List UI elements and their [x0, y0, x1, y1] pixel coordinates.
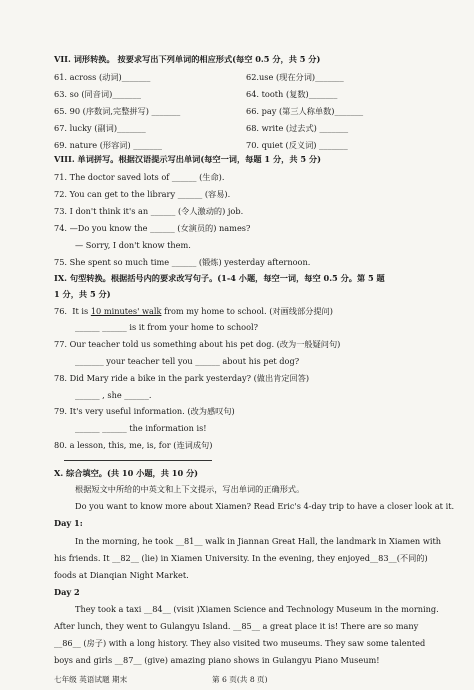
section-10-heading: X. 综合填空。(共 10 小题，共 10 分): [54, 468, 199, 478]
passage-p2-line1: They took a taxi __84__ (visit )Xiamen Science and Technology Museum in the morning.: [75, 604, 439, 614]
q74: 74. —Do you know the ______ (女演员的) names?: [54, 223, 251, 233]
q76-post: from my home to school. (对画线部分提问): [161, 306, 333, 316]
q78-answer: ______ , she ______.: [75, 390, 152, 400]
passage-p1-line1: In the morning, he took __81__ walk in Jiannan Great Hall, the landmark in Xiamen with: [75, 536, 442, 546]
q77: 77. Our teacher told us something about his pet dog. (改为一般疑问句): [54, 339, 341, 349]
q65: 65. 90 (序数词,完整拼写) _______: [54, 106, 181, 116]
q70: 70. quiet (反义词) _______: [246, 140, 348, 150]
section-8-heading: VIII. 单词拼写。根据汉语提示写出单词(每空一词，每题 1 分，共 5 分): [54, 154, 321, 164]
footer-page-number: 第 6 页(共 8 页): [212, 675, 268, 684]
q61: 61. across (动词)_______: [54, 72, 151, 82]
passage-p2-line4: boys and girls __87__ (give) amazing piano shows in Gulangyu Piano Museum!: [54, 655, 380, 665]
q76: [54, 306, 333, 317]
q79-answer: ______ ______ the information is!: [75, 423, 207, 433]
q72: 72. You can get to the library ______ (容易).: [54, 189, 231, 199]
q76-underlined: 10 minutes' walk: [90, 306, 162, 316]
section-9-heading-cont: 1 分，共 5 分): [54, 289, 111, 299]
q67: 67. lucky (副词)_______: [54, 123, 146, 133]
passage-p2-line3: __86__ (房子) with a long history. They also visited two museums. They saw some talented: [54, 638, 426, 648]
q80-answer-line: [64, 460, 212, 461]
q71: 71. The doctor saved lots of ______ (生命).: [54, 172, 225, 182]
q68: 68. write (过去式) _______: [246, 123, 349, 133]
section-10-instruction: 根据短文中所给的中英文和上下文提示，写出单词的正确形式。: [75, 484, 305, 494]
q73: 73. I don't think it's an ______ (令人激动的) job.: [54, 206, 244, 216]
q80: 80. a lesson, this, me, is, for (连词成句): [54, 440, 213, 450]
section-9-heading: IX. 句型转换。根据括号内的要求改写句子。(1-4 小题，每空一词，每空 0.5 分。第 5 题: [54, 273, 385, 283]
q64: 64. tooth (复数)_______: [246, 89, 338, 99]
q76-pre: It is: [72, 306, 91, 316]
footer-left: 七年级 英语试题 期末: [54, 675, 128, 684]
day2-label: Day 2: [54, 587, 80, 597]
q66: 66. pay (第三人称单数)_______: [246, 106, 364, 116]
passage-intro: Do you want to know more about Xiamen? Read Eric's 4-day trip to have a closer look at it.: [75, 501, 455, 511]
q69: 69. nature (形容词) _______: [54, 140, 162, 150]
passage-p1-line3: foods at Dianqian Night Market.: [54, 570, 189, 580]
section-7-heading: VII. 词形转换。 按要求写出下列单词的相应形式(每空 0.5 分，共 5 分): [54, 54, 321, 64]
q75: 75. She spent so much time ______ (锻炼) yesterday afternoon.: [54, 257, 311, 267]
q63: 63. so (同音词)_______: [54, 89, 141, 99]
q77-answer: _______ your teacher tell you ______ about his pet dog?: [75, 356, 300, 366]
passage-p1-line2: his friends. It __82__ (lie) in Xiamen University. In the evening, they enjoyed__83__(不同的): [54, 553, 428, 563]
day1-label: Day 1:: [54, 518, 83, 528]
q76-number: 76.: [54, 306, 68, 316]
q62: 62.use (现在分词)_______: [246, 72, 344, 82]
q79: 79. It's very useful information. (改为感叹句): [54, 406, 235, 416]
q78: 78. Did Mary ride a bike in the park yesterday? (做出肯定回答): [54, 373, 310, 383]
q74-reply: — Sorry, I don't know them.: [75, 240, 191, 250]
passage-p2-line2: After lunch, they went to Gulangyu Island. __85__ a great place it is! There are so many: [54, 621, 419, 631]
q76-answer: ______ ______ is it from your home to school?: [75, 322, 259, 332]
